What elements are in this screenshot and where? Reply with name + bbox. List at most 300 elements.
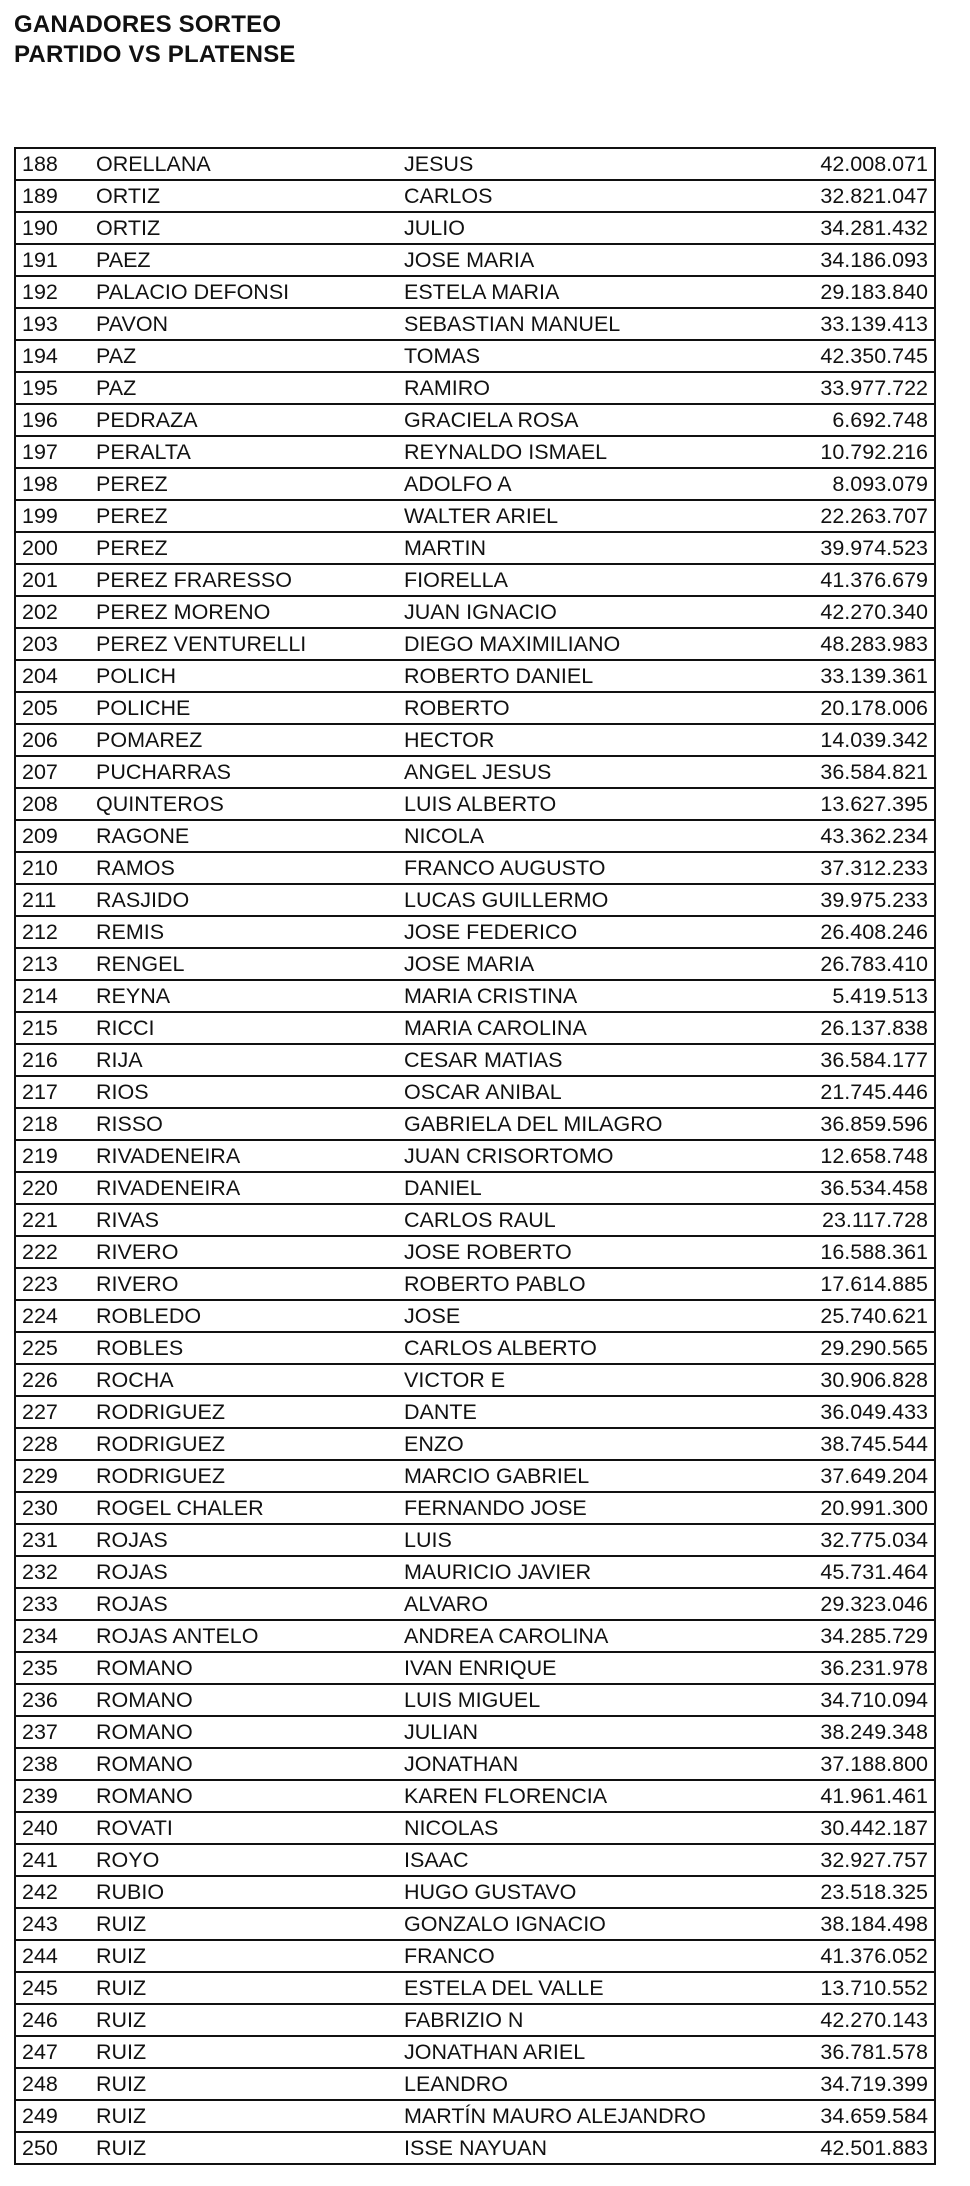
winner-number: 244 (15, 1940, 90, 1972)
winner-dni: 13.627.395 (782, 788, 935, 820)
winner-surname: RIVAS (90, 1204, 398, 1236)
winner-surname: RUIZ (90, 1972, 398, 2004)
winner-number: 236 (15, 1684, 90, 1716)
winner-number: 207 (15, 756, 90, 788)
winner-surname: ORTIZ (90, 212, 398, 244)
winner-number: 222 (15, 1236, 90, 1268)
winner-surname: RIVERO (90, 1268, 398, 1300)
winner-number: 243 (15, 1908, 90, 1940)
winner-number: 237 (15, 1716, 90, 1748)
winner-dni: 32.821.047 (782, 180, 935, 212)
winner-dni: 38.745.544 (782, 1428, 935, 1460)
winner-number: 188 (22, 152, 58, 176)
table-row (15, 1236, 935, 1268)
winner-number: 227 (15, 1396, 90, 1428)
table-row (15, 1524, 935, 1556)
table-row (15, 948, 935, 980)
winner-surname: RUIZ (90, 2068, 398, 2100)
winner-surname: RUIZ (90, 1908, 398, 1940)
winner-dni: 37.312.233 (782, 852, 935, 884)
table-row (15, 2068, 935, 2100)
winner-surname: POMAREZ (90, 724, 398, 756)
table-row (15, 1396, 935, 1428)
winner-first-name: JOSE MARIA (398, 948, 782, 980)
winner-surname: PEREZ (90, 500, 398, 532)
winner-surname: ORTIZ (90, 180, 398, 212)
table-row (15, 1268, 935, 1300)
winner-first-name: GRACIELA ROSA (398, 404, 782, 436)
winner-first-name: ANDREA CAROLINA (398, 1620, 782, 1652)
table-row (15, 500, 935, 532)
winner-dni: 14.039.342 (782, 724, 935, 756)
winner-number: 210 (15, 852, 90, 884)
winner-dni: 5.419.513 (782, 980, 935, 1012)
winner-dni: 36.584.821 (782, 756, 935, 788)
winner-number: 215 (15, 1012, 90, 1044)
winner-number: 218 (15, 1108, 90, 1140)
winner-number: 228 (15, 1428, 90, 1460)
winner-first-name: LEANDRO (398, 2068, 782, 2100)
winner-dni: 42.008.071 (820, 152, 928, 176)
winner-dni: 36.049.433 (782, 1396, 935, 1428)
winner-surname: RODRIGUEZ (90, 1460, 398, 1492)
winner-first-name: JULIO (398, 212, 782, 244)
winner-surname: RODRIGUEZ (90, 1396, 398, 1428)
winner-surname: PEREZ MORENO (90, 596, 398, 628)
table-row (15, 1428, 935, 1460)
winner-first-name: NICOLAS (398, 1812, 782, 1844)
winner-first-name: ENZO (398, 1428, 782, 1460)
winner-first-name: JUAN IGNACIO (398, 596, 782, 628)
table-row (15, 2036, 935, 2068)
winner-surname: ROMANO (90, 1748, 398, 1780)
winner-surname: RUIZ (90, 2036, 398, 2068)
winner-surname: RASJIDO (90, 884, 398, 916)
winner-surname: RICCI (90, 1012, 398, 1044)
winner-first-name: ROBERTO DANIEL (398, 660, 782, 692)
winner-surname: ROBLES (90, 1332, 398, 1364)
table-row (15, 724, 935, 756)
winner-dni: 42.270.143 (782, 2004, 935, 2036)
winner-dni: 34.281.432 (782, 212, 935, 244)
winner-dni: 16.588.361 (782, 1236, 935, 1268)
page-title (14, 10, 296, 70)
winner-first-name: DANTE (398, 1396, 782, 1428)
winner-dni: 22.263.707 (782, 500, 935, 532)
winner-number: 246 (15, 2004, 90, 2036)
winner-dni: 26.783.410 (782, 948, 935, 980)
winner-number: 203 (15, 628, 90, 660)
winner-first-name: FERNANDO JOSE (398, 1492, 782, 1524)
winner-number: 205 (15, 692, 90, 724)
winner-surname: PEREZ (90, 468, 398, 500)
winner-surname: PEREZ FRARESSO (90, 564, 398, 596)
winner-number: 196 (15, 404, 90, 436)
winner-surname: ROMANO (90, 1652, 398, 1684)
winner-number: 230 (15, 1492, 90, 1524)
table-row (15, 1460, 935, 1492)
winner-number: 211 (15, 884, 90, 916)
table-row (15, 404, 935, 436)
winner-dni: 23.117.728 (782, 1204, 935, 1236)
winner-first-name: OSCAR ANIBAL (398, 1076, 782, 1108)
table-row (15, 2004, 935, 2036)
winner-number: 204 (15, 660, 90, 692)
winner-dni: 12.658.748 (782, 1140, 935, 1172)
winner-dni: 45.731.464 (782, 1556, 935, 1588)
winner-surname: RIOS (90, 1076, 398, 1108)
winner-number: 197 (15, 436, 90, 468)
winner-number: 221 (15, 1204, 90, 1236)
winner-dni: 30.442.187 (782, 1812, 935, 1844)
winner-dni: 29.290.565 (782, 1332, 935, 1364)
winner-number: 213 (15, 948, 90, 980)
winner-number: 229 (15, 1460, 90, 1492)
winner-surname: RUIZ (90, 2004, 398, 2036)
table-row (15, 884, 935, 916)
winner-dni: 48.283.983 (782, 628, 935, 660)
table-row (15, 1204, 935, 1236)
winner-first-name: TOMAS (398, 340, 782, 372)
winner-first-name: FRANCO AUGUSTO (398, 852, 782, 884)
table-row (15, 1940, 935, 1972)
table-row (15, 1588, 935, 1620)
winner-number: 201 (15, 564, 90, 596)
winner-dni: 33.139.413 (782, 308, 935, 340)
winner-number: 206 (15, 724, 90, 756)
table-row (15, 308, 935, 340)
winner-first-name: JOSE MARIA (398, 244, 782, 276)
table-row (15, 1556, 935, 1588)
winner-first-name: ANGEL JESUS (398, 756, 782, 788)
winner-surname: ROVATI (90, 1812, 398, 1844)
winner-dni: 39.974.523 (782, 532, 935, 564)
winner-first-name: MARTÍN MAURO ALEJANDRO (398, 2100, 782, 2132)
table-row (15, 1492, 935, 1524)
table-row (15, 340, 935, 372)
winner-number: 192 (15, 276, 90, 308)
winner-first-name: FRANCO (398, 1940, 782, 1972)
winner-dni: 43.362.234 (782, 820, 935, 852)
table-row (15, 372, 935, 404)
winner-surname: PAZ (90, 340, 398, 372)
winner-surname: PEDRAZA (90, 404, 398, 436)
winner-number: 247 (15, 2036, 90, 2068)
table-row (15, 596, 935, 628)
table-row (15, 212, 935, 244)
table-row (15, 1620, 935, 1652)
winner-first-name: MAURICIO JAVIER (398, 1556, 782, 1588)
winner-first-name: ALVARO (398, 1588, 782, 1620)
winner-first-name: FIORELLA (398, 564, 782, 596)
winner-number: 232 (15, 1556, 90, 1588)
winner-number: 202 (15, 596, 90, 628)
winner-number: 242 (15, 1876, 90, 1908)
winner-dni: 23.518.325 (782, 1876, 935, 1908)
winner-dni: 36.534.458 (782, 1172, 935, 1204)
winner-first-name: DANIEL (398, 1172, 782, 1204)
winner-number: 245 (15, 1972, 90, 2004)
winner-surname: ORELLANA (96, 152, 211, 176)
table-row (15, 1300, 935, 1332)
winner-first-name: LUIS ALBERTO (398, 788, 782, 820)
winner-number: 238 (15, 1748, 90, 1780)
winner-first-name: JOSE FEDERICO (398, 916, 782, 948)
table-row (15, 148, 935, 180)
table-row (15, 628, 935, 660)
winner-number: 216 (15, 1044, 90, 1076)
winner-dni: 37.188.800 (782, 1748, 935, 1780)
winner-surname: RIJA (90, 1044, 398, 1076)
table-row (15, 244, 935, 276)
winner-dni: 34.659.584 (782, 2100, 935, 2132)
winner-first-name: MARTIN (398, 532, 782, 564)
winner-surname: PERALTA (90, 436, 398, 468)
winner-number: 200 (15, 532, 90, 564)
winner-number: 249 (15, 2100, 90, 2132)
table-row (15, 2132, 935, 2164)
winner-surname: PUCHARRAS (90, 756, 398, 788)
winner-surname: REYNA (90, 980, 398, 1012)
table-row (15, 436, 935, 468)
table-row (15, 1108, 935, 1140)
winner-dni: 39.975.233 (782, 884, 935, 916)
table-row (15, 1812, 935, 1844)
winner-surname: PEREZ (90, 532, 398, 564)
winner-dni: 36.231.978 (782, 1652, 935, 1684)
table-row (15, 1012, 935, 1044)
winner-first-name: IVAN ENRIQUE (398, 1652, 782, 1684)
winner-surname: PAVON (90, 308, 398, 340)
winner-surname: RODRIGUEZ (90, 1428, 398, 1460)
winner-surname: RENGEL (90, 948, 398, 980)
table-row (15, 1684, 935, 1716)
winner-number: 235 (15, 1652, 90, 1684)
winner-surname: RUIZ (90, 2100, 398, 2132)
winner-number: 189 (15, 180, 90, 212)
winner-first-name: JOSE ROBERTO (398, 1236, 782, 1268)
winner-surname: RISSO (90, 1108, 398, 1140)
table-row (15, 1364, 935, 1396)
winner-first-name: CESAR MATIAS (398, 1044, 782, 1076)
winner-surname: ROMANO (90, 1716, 398, 1748)
table-row (15, 660, 935, 692)
table-row (15, 1748, 935, 1780)
winner-number: 194 (15, 340, 90, 372)
table-row (15, 820, 935, 852)
winner-dni: 32.927.757 (782, 1844, 935, 1876)
winner-first-name: JONATHAN ARIEL (398, 2036, 782, 2068)
winner-surname: QUINTEROS (90, 788, 398, 820)
table-row (15, 1844, 935, 1876)
winner-dni: 17.614.885 (782, 1268, 935, 1300)
winner-surname: RUIZ (90, 1940, 398, 1972)
winner-surname: RAGONE (90, 820, 398, 852)
winner-number: 226 (15, 1364, 90, 1396)
table-row (15, 468, 935, 500)
winner-first-name: ISSE NAYUAN (398, 2132, 782, 2164)
winner-first-name: GABRIELA DEL MILAGRO (398, 1108, 782, 1140)
winners-table (14, 147, 936, 2165)
winners-table-body (15, 148, 935, 2164)
winner-dni: 34.719.399 (782, 2068, 935, 2100)
winner-dni: 41.376.679 (782, 564, 935, 596)
winner-first-name: VICTOR E (398, 1364, 782, 1396)
winner-first-name: CARLOS RAUL (398, 1204, 782, 1236)
winner-first-name: REYNALDO ISMAEL (398, 436, 782, 468)
winner-dni: 42.270.340 (782, 596, 935, 628)
winner-first-name: SEBASTIAN MANUEL (398, 308, 782, 340)
winner-dni: 30.906.828 (782, 1364, 935, 1396)
table-row (15, 980, 935, 1012)
winner-first-name: ISAAC (398, 1844, 782, 1876)
winner-surname: RAMOS (90, 852, 398, 884)
winner-surname: ROMANO (90, 1780, 398, 1812)
winner-dni: 29.183.840 (782, 276, 935, 308)
winner-number: 250 (15, 2132, 90, 2164)
winner-dni: 13.710.552 (782, 1972, 935, 2004)
table-row (15, 852, 935, 884)
winner-first-name: JONATHAN (398, 1748, 782, 1780)
winner-first-name: FABRIZIO N (398, 2004, 782, 2036)
title-line-1: GANADORES SORTEO (14, 11, 282, 38)
winner-surname: RIVADENEIRA (90, 1140, 398, 1172)
winner-first-name: KAREN FLORENCIA (398, 1780, 782, 1812)
winner-surname: POLICHE (90, 692, 398, 724)
winner-dni: 34.186.093 (782, 244, 935, 276)
table-row (15, 1332, 935, 1364)
winner-surname: RUIZ (90, 2132, 398, 2164)
winner-dni: 6.692.748 (782, 404, 935, 436)
winner-dni: 26.137.838 (782, 1012, 935, 1044)
winner-first-name: JESUS (404, 152, 474, 176)
winner-number: 239 (15, 1780, 90, 1812)
winner-dni: 42.501.883 (782, 2132, 935, 2164)
winner-surname: PAEZ (90, 244, 398, 276)
winner-first-name: ESTELA MARIA (398, 276, 782, 308)
table-row (15, 1972, 935, 2004)
winner-dni: 29.323.046 (782, 1588, 935, 1620)
winner-dni: 41.961.461 (782, 1780, 935, 1812)
winner-surname: ROGEL CHALER (90, 1492, 398, 1524)
winner-surname: ROJAS ANTELO (90, 1620, 398, 1652)
winner-first-name: JOSE (398, 1300, 782, 1332)
winner-first-name: WALTER ARIEL (398, 500, 782, 532)
winner-surname: ROJAS (90, 1556, 398, 1588)
winner-number: 195 (15, 372, 90, 404)
table-row (15, 2100, 935, 2132)
winner-first-name: GONZALO IGNACIO (398, 1908, 782, 1940)
winner-first-name: ADOLFO A (398, 468, 782, 500)
winner-number: 198 (15, 468, 90, 500)
winner-dni: 26.408.246 (782, 916, 935, 948)
winner-first-name: HUGO GUSTAVO (398, 1876, 782, 1908)
table-row (15, 788, 935, 820)
winner-number: 224 (15, 1300, 90, 1332)
winner-first-name: DIEGO MAXIMILIANO (398, 628, 782, 660)
winner-number: 212 (15, 916, 90, 948)
table-row (15, 564, 935, 596)
winner-surname: PALACIO DEFONSI (90, 276, 398, 308)
winner-first-name: CARLOS ALBERTO (398, 1332, 782, 1364)
winner-number: 234 (15, 1620, 90, 1652)
winner-surname: ROYO (90, 1844, 398, 1876)
table-row (15, 1716, 935, 1748)
winner-first-name: ROBERTO PABLO (398, 1268, 782, 1300)
winner-dni: 34.285.729 (782, 1620, 935, 1652)
winner-number: 248 (15, 2068, 90, 2100)
table-row (15, 1780, 935, 1812)
winner-first-name: HECTOR (398, 724, 782, 756)
winner-first-name: JULIAN (398, 1716, 782, 1748)
winner-dni: 37.649.204 (782, 1460, 935, 1492)
table-row (15, 692, 935, 724)
winner-surname: ROJAS (90, 1524, 398, 1556)
winner-number: 231 (15, 1524, 90, 1556)
winner-number: 217 (15, 1076, 90, 1108)
winner-dni: 10.792.216 (782, 436, 935, 468)
table-row (15, 1076, 935, 1108)
winner-surname: ROMANO (90, 1684, 398, 1716)
winner-dni: 36.781.578 (782, 2036, 935, 2068)
winner-number: 225 (15, 1332, 90, 1364)
winner-number: 220 (15, 1172, 90, 1204)
winner-surname: REMIS (90, 916, 398, 948)
winner-number: 233 (15, 1588, 90, 1620)
table-row (15, 1140, 935, 1172)
table-row (15, 1044, 935, 1076)
winner-dni: 38.249.348 (782, 1716, 935, 1748)
winner-number: 199 (15, 500, 90, 532)
winner-number: 214 (15, 980, 90, 1012)
winner-first-name: RAMIRO (398, 372, 782, 404)
winner-surname: RIVADENEIRA (90, 1172, 398, 1204)
winner-dni: 25.740.621 (782, 1300, 935, 1332)
table-row (15, 1172, 935, 1204)
winner-dni: 20.178.006 (782, 692, 935, 724)
winner-surname: ROBLEDO (90, 1300, 398, 1332)
winner-number: 209 (15, 820, 90, 852)
winner-number: 219 (15, 1140, 90, 1172)
winner-surname: RUBIO (90, 1876, 398, 1908)
winner-first-name: NICOLA (398, 820, 782, 852)
winner-first-name: LUIS MIGUEL (398, 1684, 782, 1716)
table-row (15, 180, 935, 212)
winner-surname: ROJAS (90, 1588, 398, 1620)
winner-dni: 38.184.498 (782, 1908, 935, 1940)
winner-number: 193 (15, 308, 90, 340)
winner-dni: 8.093.079 (782, 468, 935, 500)
winner-dni: 41.376.052 (782, 1940, 935, 1972)
winner-number: 208 (15, 788, 90, 820)
winner-dni: 20.991.300 (782, 1492, 935, 1524)
winner-first-name: JUAN CRISORTOMO (398, 1140, 782, 1172)
winner-dni: 33.977.722 (782, 372, 935, 404)
table-row (15, 1652, 935, 1684)
table-row (15, 1908, 935, 1940)
winner-first-name: ROBERTO (398, 692, 782, 724)
winner-surname: RIVERO (90, 1236, 398, 1268)
winner-dni: 21.745.446 (782, 1076, 935, 1108)
table-row (15, 1876, 935, 1908)
winner-first-name: MARIA CAROLINA (398, 1012, 782, 1044)
table-row (15, 276, 935, 308)
winner-dni: 33.139.361 (782, 660, 935, 692)
winner-surname: POLICH (90, 660, 398, 692)
winner-surname: ROCHA (90, 1364, 398, 1396)
winner-surname: PEREZ VENTURELLI (90, 628, 398, 660)
winner-dni: 42.350.745 (782, 340, 935, 372)
